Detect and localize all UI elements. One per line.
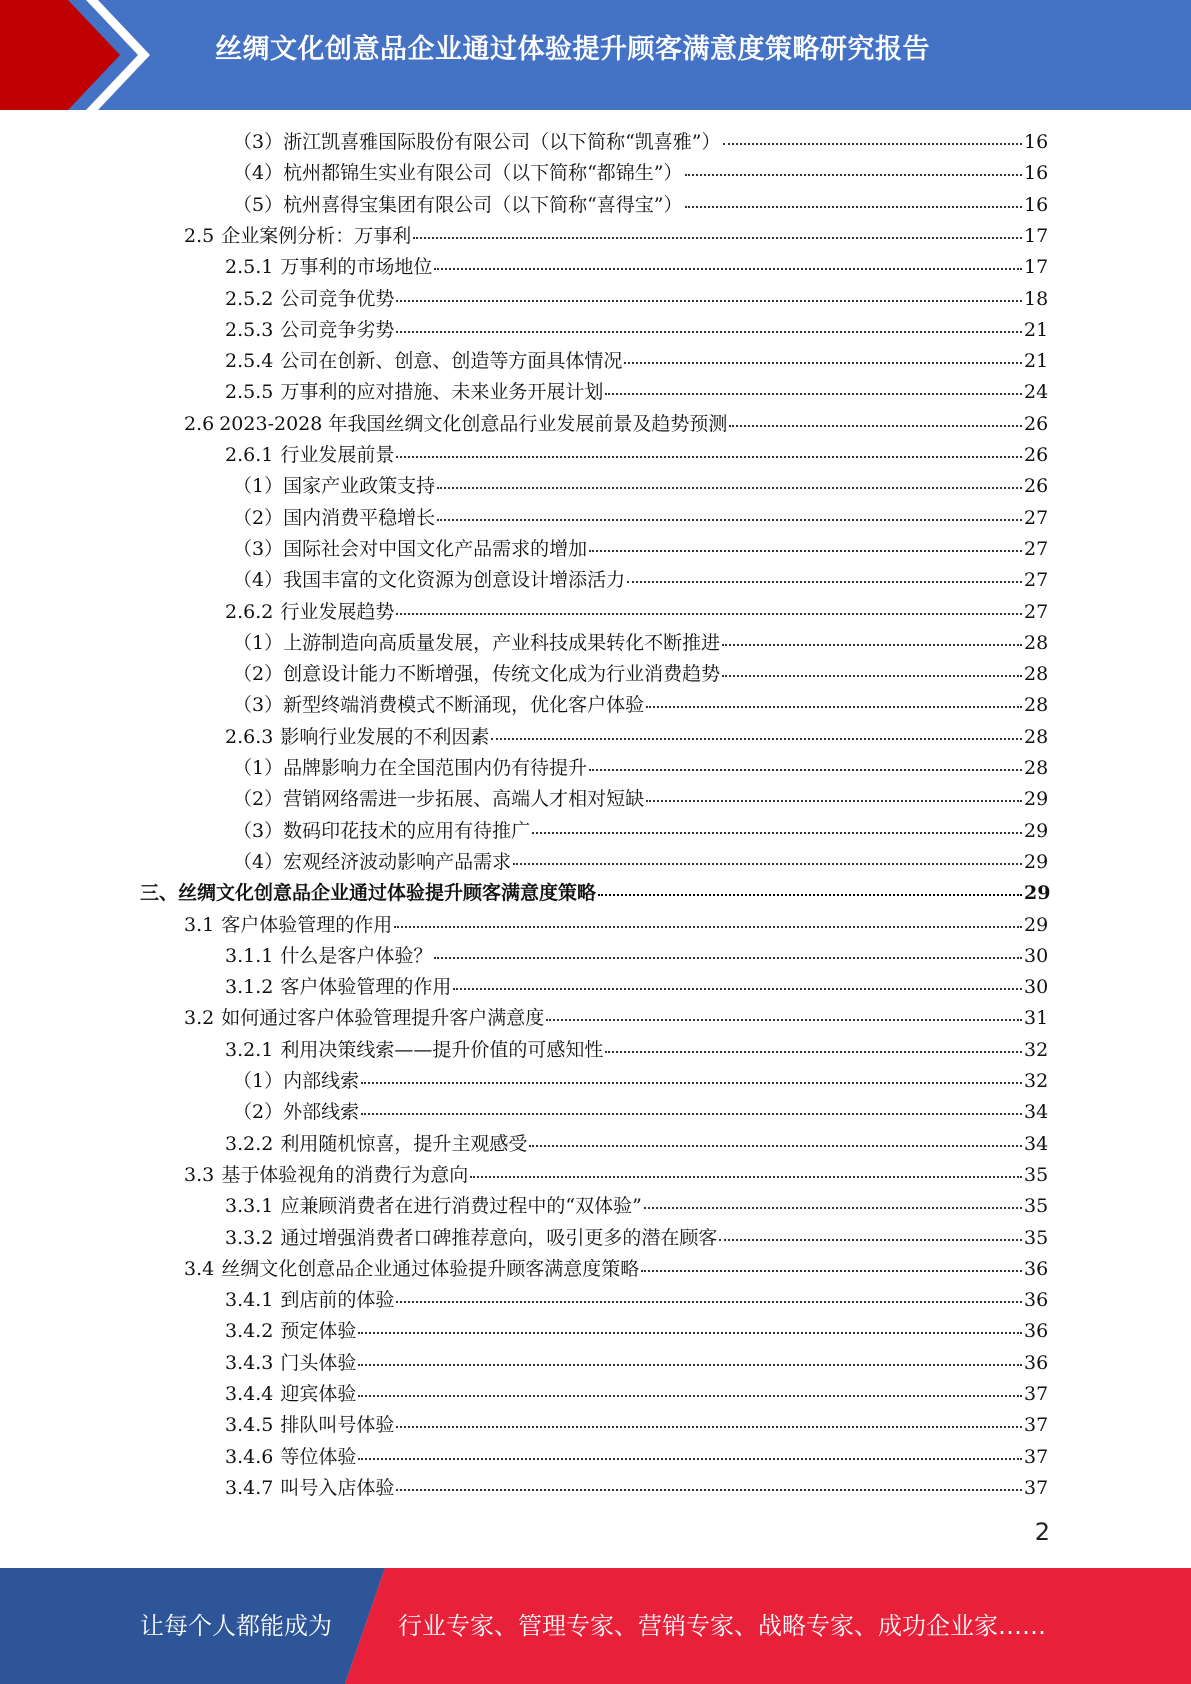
toc-entry-title: 客户体验管理的作用 (221, 914, 393, 936)
toc-entry-page: 24 (1024, 381, 1049, 403)
page-header (0, 0, 1191, 110)
toc-entry-label (225, 1223, 717, 1254)
toc-entry-page: 17 (1024, 225, 1049, 247)
toc-entry-label (225, 346, 622, 377)
toc-entry-number: （4） (233, 569, 284, 591)
toc-entry[interactable] (225, 315, 1048, 346)
toc-dot-leader (685, 174, 1022, 176)
toc-entry[interactable] (225, 346, 1048, 377)
toc-entry-label (225, 941, 432, 972)
toc-entry-number: （1） (233, 475, 284, 497)
toc-entry-number: 2.5.5 (225, 381, 274, 403)
toc-entry-page: 29 (1024, 820, 1049, 842)
toc-entry-page: 36 (1024, 1289, 1049, 1311)
toc-entry-label (184, 1254, 639, 1285)
toc-entry-page: 29 (1024, 882, 1051, 904)
toc-entry-number: 3.2.1 (225, 1039, 274, 1061)
toc-entry-title: 品牌影响力在全国范围内仍有待提升 (283, 757, 588, 779)
toc-entry-label (233, 628, 720, 659)
toc-entry-number: （3） (233, 538, 284, 560)
toc-dot-leader (437, 487, 1022, 489)
toc-entry-title: 门头体验 (280, 1352, 357, 1374)
toc-entry-page: 35 (1024, 1227, 1049, 1249)
toc-dot-leader (358, 1395, 1022, 1397)
toc-entry-label (233, 659, 720, 690)
toc-dot-leader (396, 300, 1022, 302)
toc-entry-number: 2.6.1 (225, 444, 274, 466)
toc-entry-page: 36 (1024, 1352, 1049, 1374)
toc-entry-title: 万事利的市场地位 (280, 256, 433, 278)
toc-entry[interactable] (184, 1003, 1048, 1034)
toc-entry-number: （2） (233, 1101, 284, 1123)
toc-dot-leader (453, 988, 1022, 990)
toc-dot-leader (470, 1176, 1022, 1178)
toc-entry-title: 上游制造向高质量发展，产业科技成果转化不断推进 (283, 632, 721, 654)
toc-entry-label (225, 1473, 394, 1504)
header-arrow-decoration (0, 0, 160, 110)
toc-entry[interactable] (225, 284, 1048, 315)
toc-dot-leader (396, 331, 1022, 333)
toc-entry-page: 16 (1024, 162, 1049, 184)
toc-entry-title: 如何通过客户体验管理提升客户满意度 (221, 1007, 545, 1029)
toc-entry-title: 数码印花技术的应用有待推广 (283, 820, 531, 842)
toc-entry-number: （2） (233, 663, 284, 685)
footer-slogan-left: 让每个人都能成为 (140, 1612, 332, 1640)
toc-entry-page: 37 (1024, 1477, 1049, 1499)
toc-dot-leader (413, 237, 1022, 239)
toc-dot-leader (437, 519, 1022, 521)
toc-entry-number: 3.2.2 (225, 1133, 274, 1155)
toc-entry-title: 迎宾体验 (280, 1383, 357, 1405)
toc-entry[interactable] (184, 409, 1048, 440)
toc-entry-title: 利用随机惊喜，提升主观感受 (280, 1133, 528, 1155)
toc-entry-number: 3.4.1 (225, 1289, 274, 1311)
toc-entry-label (233, 847, 511, 878)
toc-entry-title: 叫号入店体验 (280, 1477, 395, 1499)
toc-dot-leader (646, 706, 1022, 708)
toc-entry-title: 公司在创新、创意、创造等方面具体情况 (280, 350, 623, 372)
toc-entry-title: 国内消费平稳增长 (283, 507, 436, 529)
toc-entry-number: 3.2 (184, 1007, 215, 1029)
toc-dot-leader (491, 738, 1022, 740)
toc-entry-title: 内部线索 (283, 1070, 360, 1092)
toc-dot-leader (358, 1332, 1022, 1334)
toc-entry-label (233, 753, 587, 784)
toc-entry-page: 28 (1024, 663, 1049, 685)
toc-dot-leader (396, 1489, 1022, 1491)
toc-entry-title: 国家产业政策支持 (283, 475, 436, 497)
toc-entry[interactable] (233, 628, 1048, 659)
toc-entry[interactable] (225, 252, 1048, 283)
toc-entry-label (233, 565, 625, 596)
toc-entry-number: （5） (233, 194, 284, 216)
toc-entry[interactable] (233, 1066, 1048, 1097)
toc-entry-title: 排队叫号体验 (280, 1414, 395, 1436)
page-footer (0, 1568, 1191, 1684)
toc-entry-title: 浙江凯喜雅国际股份有限公司（以下简称“凯喜雅”） (283, 131, 721, 153)
toc-entry[interactable] (233, 816, 1048, 847)
toc-entry-number: （1） (233, 1070, 284, 1092)
toc-dot-leader (598, 894, 1022, 896)
toc-entry[interactable] (233, 847, 1048, 878)
toc-entry-title: 我国丰富的文化资源为创意设计增添活力 (283, 569, 626, 591)
toc-entry-number: （2） (233, 507, 284, 529)
toc-entry-label (233, 816, 530, 847)
toc-entry-page: 34 (1024, 1133, 1049, 1155)
toc-dot-leader (729, 425, 1022, 427)
toc-entry-page: 28 (1024, 726, 1049, 748)
toc-entry-title: 宏观经济波动影响产品需求 (283, 851, 512, 873)
toc-entry[interactable] (225, 1473, 1048, 1504)
toc-entry-page: 35 (1024, 1195, 1049, 1217)
toc-dot-leader (719, 1239, 1022, 1241)
toc-entry-label (233, 158, 683, 189)
toc-entry[interactable] (225, 1316, 1048, 1347)
toc-entry-page: 21 (1024, 319, 1049, 341)
toc-dot-leader (358, 1364, 1022, 1366)
toc-entry-number: （4） (233, 162, 284, 184)
toc-dot-leader (723, 143, 1022, 145)
toc-dot-leader (605, 393, 1022, 395)
toc-dot-leader (396, 1426, 1022, 1428)
toc-entry-number: （3） (233, 131, 284, 153)
toc-entry[interactable] (233, 158, 1048, 189)
toc-entry-number: 3.3 (184, 1164, 215, 1186)
toc-entry-page: 30 (1024, 976, 1049, 998)
toc-dot-leader (646, 800, 1022, 802)
toc-entry-label (225, 1191, 642, 1222)
toc-entry-title: 客户体验管理的作用 (280, 976, 452, 998)
toc-entry-page: 29 (1024, 851, 1049, 873)
toc-dot-leader (396, 613, 1022, 615)
toc-entry-page: 31 (1024, 1007, 1049, 1029)
toc-entry-page: 37 (1024, 1446, 1049, 1468)
toc-dot-leader (434, 957, 1022, 959)
toc-entry-page: 27 (1024, 601, 1049, 623)
toc-dot-leader (529, 1145, 1022, 1147)
toc-entry[interactable] (225, 597, 1048, 628)
toc-entry-number: （3） (233, 694, 284, 716)
toc-dot-leader (396, 1301, 1022, 1303)
toc-entry-label (184, 1160, 468, 1191)
toc-entry[interactable] (225, 1285, 1048, 1316)
toc-entry-page: 26 (1024, 413, 1049, 435)
toc-entry-title: 公司竞争优势 (280, 288, 395, 310)
toc-entry-number: 3.1 (184, 914, 215, 936)
toc-entry-label (184, 409, 727, 440)
toc-entry-label (225, 722, 489, 753)
toc-entry-title: 丝绸文化创意品企业通过体验提升顾客满意度策略 (178, 882, 597, 904)
footer-slogan-right: 行业专家、管理专家、营销专家、战略专家、成功企业家…… (398, 1612, 1046, 1640)
toc-entry-number: 2.5.3 (225, 319, 274, 341)
toc-entry-number: 3.4.2 (225, 1320, 274, 1342)
toc-entry[interactable] (225, 377, 1048, 408)
toc-entry-page: 27 (1024, 538, 1049, 560)
report-title: 丝绸文化创意品企业通过体验提升顾客满意度策略研究报告 (215, 34, 930, 65)
toc-entry-title: 万事利的应对措施、未来业务开展计划 (280, 381, 604, 403)
toc-entry-label (225, 1348, 356, 1379)
toc-entry-title: 外部线索 (283, 1101, 360, 1123)
toc-entry-title: 什么是客户体验？ (280, 945, 433, 967)
toc-entry[interactable] (184, 221, 1048, 252)
toc-entry-title: 国际社会对中国文化产品需求的增加 (283, 538, 588, 560)
toc-dot-leader (361, 1082, 1022, 1084)
toc-entry-label (184, 1003, 544, 1034)
toc-entry-page: 27 (1024, 507, 1049, 529)
toc-entry[interactable] (233, 659, 1048, 690)
toc-entry-label (225, 597, 394, 628)
toc-entry[interactable] (184, 1160, 1048, 1191)
toc-entry-page: 28 (1024, 757, 1049, 779)
toc-entry[interactable] (233, 753, 1048, 784)
toc-dot-leader (546, 1019, 1022, 1021)
toc-dot-leader (685, 206, 1022, 208)
toc-entry-page: 32 (1024, 1039, 1049, 1061)
toc-entry-title: 到店前的体验 (280, 1289, 395, 1311)
toc-entry-title: 应兼顾消费者在进行消费过程中的“双体验” (280, 1195, 642, 1217)
toc-dot-leader (358, 1458, 1022, 1460)
toc-entry-number: （1） (233, 757, 284, 779)
toc-entry[interactable] (233, 534, 1048, 565)
toc-entry[interactable] (225, 1410, 1048, 1441)
toc-entry[interactable] (225, 1348, 1048, 1379)
toc-entry-title: 等位体验 (280, 1446, 357, 1468)
toc-entry[interactable] (184, 910, 1048, 941)
toc-entry-label (225, 377, 603, 408)
toc-entry[interactable] (225, 941, 1048, 972)
toc-entry[interactable] (140, 878, 1051, 909)
toc-entry-title: 2023-2028 年我国丝绸文化创意品行业发展前景及趋势预测 (219, 413, 728, 435)
toc-entry-number: 2.5.4 (225, 350, 274, 372)
toc-entry-number: 2.6.2 (225, 601, 274, 623)
toc-entry[interactable] (233, 1097, 1048, 1128)
toc-entry-number: 三、 (140, 882, 179, 904)
toc-dot-leader (589, 769, 1022, 771)
toc-entry[interactable] (225, 1129, 1048, 1160)
toc-entry[interactable] (233, 190, 1048, 221)
toc-entry-label (225, 440, 394, 471)
toc-entry-page: 28 (1024, 632, 1049, 654)
toc-entry-label (233, 471, 435, 502)
toc-entry-page: 29 (1024, 914, 1049, 936)
toc-entry-label (225, 1410, 394, 1441)
toc-entry-label (233, 1097, 359, 1128)
page-number: 2 (1034, 1518, 1050, 1546)
toc-entry-label (225, 1285, 394, 1316)
toc-entry-title: 通过增强消费者口碑推荐意向，吸引更多的潜在顾客 (280, 1227, 718, 1249)
toc-dot-leader (434, 268, 1022, 270)
toc-entry-number: 3.1.2 (225, 976, 274, 998)
toc-entry-title: 杭州都锦生实业有限公司（以下简称“都锦生”） (283, 162, 683, 184)
toc-entry-number: 2.5 (184, 225, 215, 247)
toc-entry-number: 3.4 (184, 1258, 215, 1280)
toc-entry-title: 企业案例分析：万事利 (221, 225, 412, 247)
toc-entry-label (225, 1379, 356, 1410)
toc-entry-label (225, 1442, 356, 1473)
toc-entry-page: 36 (1024, 1320, 1049, 1342)
toc-entry[interactable] (225, 1379, 1048, 1410)
toc-dot-leader (722, 675, 1022, 677)
toc-entry[interactable] (233, 690, 1048, 721)
toc-entry-label (233, 534, 587, 565)
toc-entry[interactable] (225, 1035, 1048, 1066)
toc-entry-label (233, 503, 435, 534)
toc-entry-title: 影响行业发展的不利因素 (280, 726, 490, 748)
toc-entry-label (233, 127, 721, 158)
toc-entry-number: （1） (233, 632, 284, 654)
toc-entry-page: 16 (1024, 194, 1049, 216)
toc-entry-title: 公司竞争劣势 (280, 319, 395, 341)
toc-entry-page: 34 (1024, 1101, 1049, 1123)
toc-entry-title: 行业发展前景 (280, 444, 395, 466)
toc-entry[interactable] (225, 440, 1048, 471)
toc-entry-label (140, 878, 596, 909)
toc-entry-number: 3.3.2 (225, 1227, 274, 1249)
toc-dot-leader (532, 832, 1022, 834)
toc-entry-page: 29 (1024, 788, 1049, 810)
toc-entry-page: 26 (1024, 444, 1049, 466)
toc-entry[interactable] (225, 972, 1048, 1003)
toc-dot-leader (605, 1051, 1022, 1053)
toc-entry[interactable] (233, 565, 1048, 596)
toc-entry-number: 2.6 (184, 413, 215, 435)
toc-entry-page: 18 (1024, 288, 1049, 310)
toc-entry-page: 16 (1024, 131, 1049, 153)
toc-entry-label (225, 1129, 527, 1160)
toc-entry-page: 37 (1024, 1414, 1049, 1436)
toc-entry[interactable] (233, 127, 1048, 158)
toc-entry-label (233, 1066, 359, 1097)
toc-entry-label (233, 190, 683, 221)
toc-entry-title: 预定体验 (280, 1320, 357, 1342)
toc-dot-leader (641, 1270, 1022, 1272)
toc-entry-number: 3.4.5 (225, 1414, 274, 1436)
toc-entry-number: 3.4.3 (225, 1352, 274, 1374)
toc-entry-label (225, 1035, 603, 1066)
toc-entry-page: 32 (1024, 1070, 1049, 1092)
toc-dot-leader (361, 1113, 1022, 1115)
toc-entry-page: 37 (1024, 1383, 1049, 1405)
toc-entry[interactable] (225, 1191, 1048, 1222)
toc-entry-number: （4） (233, 851, 284, 873)
toc-entry[interactable] (233, 784, 1048, 815)
toc-entry-label (225, 972, 451, 1003)
toc-entry-title: 新型终端消费模式不断涌现，优化客户体验 (283, 694, 645, 716)
toc-entry-page: 27 (1024, 569, 1049, 591)
toc-entry-label (225, 315, 394, 346)
toc-entry-page: 26 (1024, 475, 1049, 497)
toc-entry-label (225, 252, 432, 283)
toc-entry-title: 丝绸文化创意品企业通过体验提升顾客满意度策略 (221, 1258, 640, 1280)
toc-entry-label (184, 910, 392, 941)
toc-entry-number: 2.5.1 (225, 256, 274, 278)
toc-entry-title: 利用决策线索——提升价值的可感知性 (280, 1039, 604, 1061)
toc-entry[interactable] (225, 722, 1048, 753)
toc-entry-number: 2.6.3 (225, 726, 274, 748)
toc-entry-number: 3.3.1 (225, 1195, 274, 1217)
toc-entry-label (233, 690, 644, 721)
toc-dot-leader (394, 926, 1022, 928)
toc-entry-number: 3.4.4 (225, 1383, 274, 1405)
toc-entry[interactable] (233, 471, 1048, 502)
toc-entry-label (225, 284, 394, 315)
toc-dot-leader (396, 456, 1022, 458)
toc-entry-page: 17 (1024, 256, 1049, 278)
toc-entry-title: 行业发展趋势 (280, 601, 395, 623)
toc-dot-leader (722, 644, 1022, 646)
toc-dot-leader (627, 581, 1022, 583)
toc-entry-number: 3.4.7 (225, 1477, 274, 1499)
toc-dot-leader (644, 1207, 1022, 1209)
toc-entry-number: 3.4.6 (225, 1446, 274, 1468)
toc-entry-title: 基于体验视角的消费行为意向 (221, 1164, 469, 1186)
toc-entry-page: 28 (1024, 694, 1049, 716)
toc-entry-page: 35 (1024, 1164, 1049, 1186)
toc-dot-leader (589, 550, 1022, 552)
toc-entry-number: （2） (233, 788, 284, 810)
toc-entry-title: 创意设计能力不断增强，传统文化成为行业消费趋势 (283, 663, 721, 685)
toc-entry-page: 36 (1024, 1258, 1049, 1280)
toc-entry-number: 3.1.1 (225, 945, 274, 967)
toc-entry-number: （3） (233, 820, 284, 842)
toc-entry[interactable] (225, 1223, 1048, 1254)
toc-entry-page: 21 (1024, 350, 1049, 372)
toc-dot-leader (624, 362, 1022, 364)
toc-entry[interactable] (184, 1254, 1048, 1285)
toc-entry-number: 2.5.2 (225, 288, 274, 310)
toc-entry-title: 营销网络需进一步拓展、高端人才相对短缺 (283, 788, 645, 810)
toc-entry[interactable] (225, 1442, 1048, 1473)
toc-entry-label (225, 1316, 356, 1347)
toc-entry-label (184, 221, 411, 252)
toc-entry[interactable] (233, 503, 1048, 534)
toc-entry-page: 30 (1024, 945, 1049, 967)
toc-entry-title: 杭州喜得宝集团有限公司（以下简称“喜得宝”） (283, 194, 683, 216)
toc-dot-leader (513, 863, 1022, 865)
toc-entry-label (233, 784, 644, 815)
